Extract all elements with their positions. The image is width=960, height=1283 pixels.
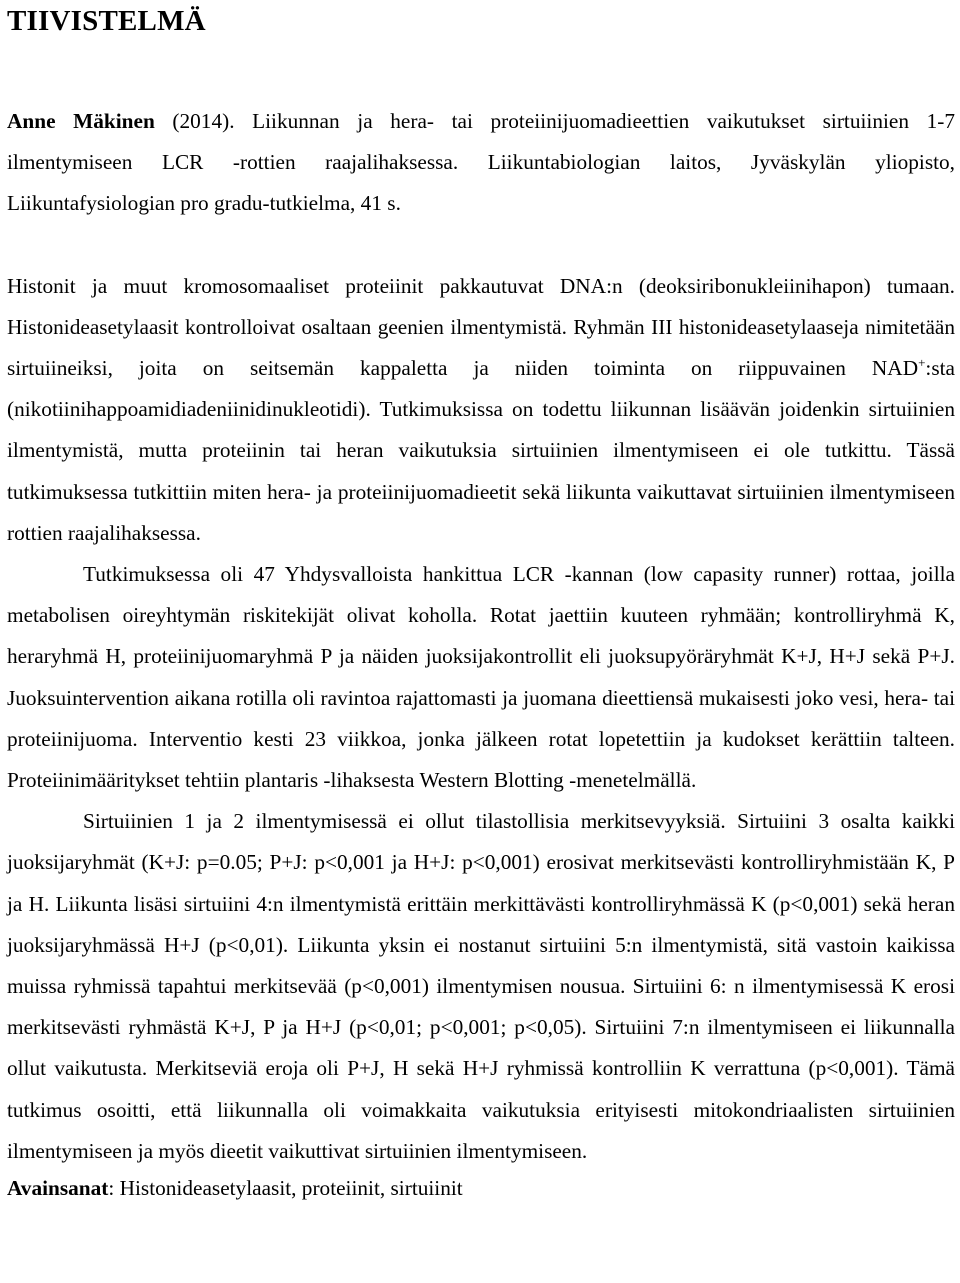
paragraph-1-text-b: :sta (nikotiinihappoamidiadeniinidinukleotidi). Tutkimuksissa on todettu liikunnan lisäävän joidenkin sirtuiinien ilmentymistä, mutta proteiinin tai heran vaikutuksia sirtuiinien ilmentymiseen ei ole tutkittu. Tässä tutkimuksessa tutkittiin miten hera- ja proteiinijuomadieetit sekä liikunta vaikuttavat sirtuiinien ilmentymiseen rottien raajalihaksessa. bbox=[7, 356, 955, 545]
citation-text: (2014). Liikunnan ja hera- tai proteiinijuomadieettien vaikutukset sirtuiinien 1-7 ilmentymiseen LCR -rottien raajalihaksessa. Liikuntabiologian laitos, Jyväskylän yliopisto, Liikuntafysiologian pro gradu-tutkielma, 41 s. bbox=[7, 109, 955, 216]
nad-superscript: + bbox=[918, 355, 926, 371]
keywords-text: : Histonideasetylaasit, proteiinit, sirtuiinit bbox=[108, 1176, 463, 1201]
abstract-paragraph-2: Tutkimuksessa oli 47 Yhdysvalloista hankittua LCR -kannan (low capasity runner) rottaa, joilla metabolisen oireyhtymän riskitekijät olivat koholla. Rotat jaettiin kuuteen ryhmään; kontrolliryhmä K, heraryhmä H, proteiinijuomaryhmä P ja näiden juoksijakontrollit eli juoksupyöräryhmät K+J, H+J sekä P+J. Juoksuintervention aikana rotilla oli ravintoa rajattomasti ja juomana dieettiensä mukaisesti joko vesi, hera- tai proteiinijuoma. Interventio kesti 23 viikkoa, jonka jälkeen rotat lopetettiin ja kudokset kerättiin talteen. Proteiinimääritykset tehtiin plantaris -lihaksesta Western Blotting -menetelmällä. bbox=[7, 562, 955, 793]
document-page bbox=[7, 0, 955, 1204]
keywords-label: Avainsanat bbox=[7, 1176, 109, 1201]
paragraph-1-text-a: Histonit ja muut kromosomaaliset proteiinit pakkautuvat DNA:n (deoksiribonukleiinihapon) tumaan. Histonideasetylaasit kontrolloivat osaltaan geenien ilmentymistä. Ryhmän III histonideasetylaaseja nimitetään sirtuiineiksi, joita on seitsemän kappaletta ja niiden toiminta on riippuvainen NAD bbox=[7, 273, 955, 381]
keywords-line bbox=[7, 1172, 955, 1204]
page-title: TIIVISTELMÄ bbox=[7, 5, 206, 37]
author-name: Anne Mäkinen bbox=[7, 109, 155, 133]
abstract-paragraph-1 bbox=[7, 266, 955, 554]
citation-paragraph bbox=[7, 101, 955, 225]
abstract-paragraph-3: Sirtuiinien 1 ja 2 ilmentymisessä ei ollut tilastollisia merkitsevyyksiä. Sirtuiini 3 osalta kaikki juoksijaryhmät (K+J: p=0.05; P+J: p<0,001 ja H+J: p<0,001) erosivat merkitsevästi kontrolliryhmistään K, P ja H. Liikunta lisäsi sirtuiini 4:n ilmentymistä erittäin merkittävästi kontrolliryhmässä K (p<0,001) sekä heran juoksijaryhmässä H+J (p<0,01). Liikunta yksin ei nostanut sirtuiini 5:n ilmentymistä, sitä vastoin kaikissa muissa ryhmissä tapahtui merkitsevää (p<0,001) ilmentymisen nousua. Sirtuiini 6: n ilmentymisessä K erosi merkitsevästi ryhmästä K+J, P ja H+J (p<0,01; p<0,001; p<0,05). Sirtuiini 7:n ilmentymiseen ei liikunnalla ollut vaikutusta. Merkitseviä eroja oli P+J, H sekä H+J ryhmissä kontrolliin K verrattuna (p<0,001). Tämä tutkimus osoitti, että liikunnalla oli voimakkaita vaikutuksia erityisesti mitokondriaalisten sirtuiinien ilmentymiseen ja myös dieetit vaikuttivat sirtuiinien ilmentymiseen. bbox=[7, 809, 955, 1163]
